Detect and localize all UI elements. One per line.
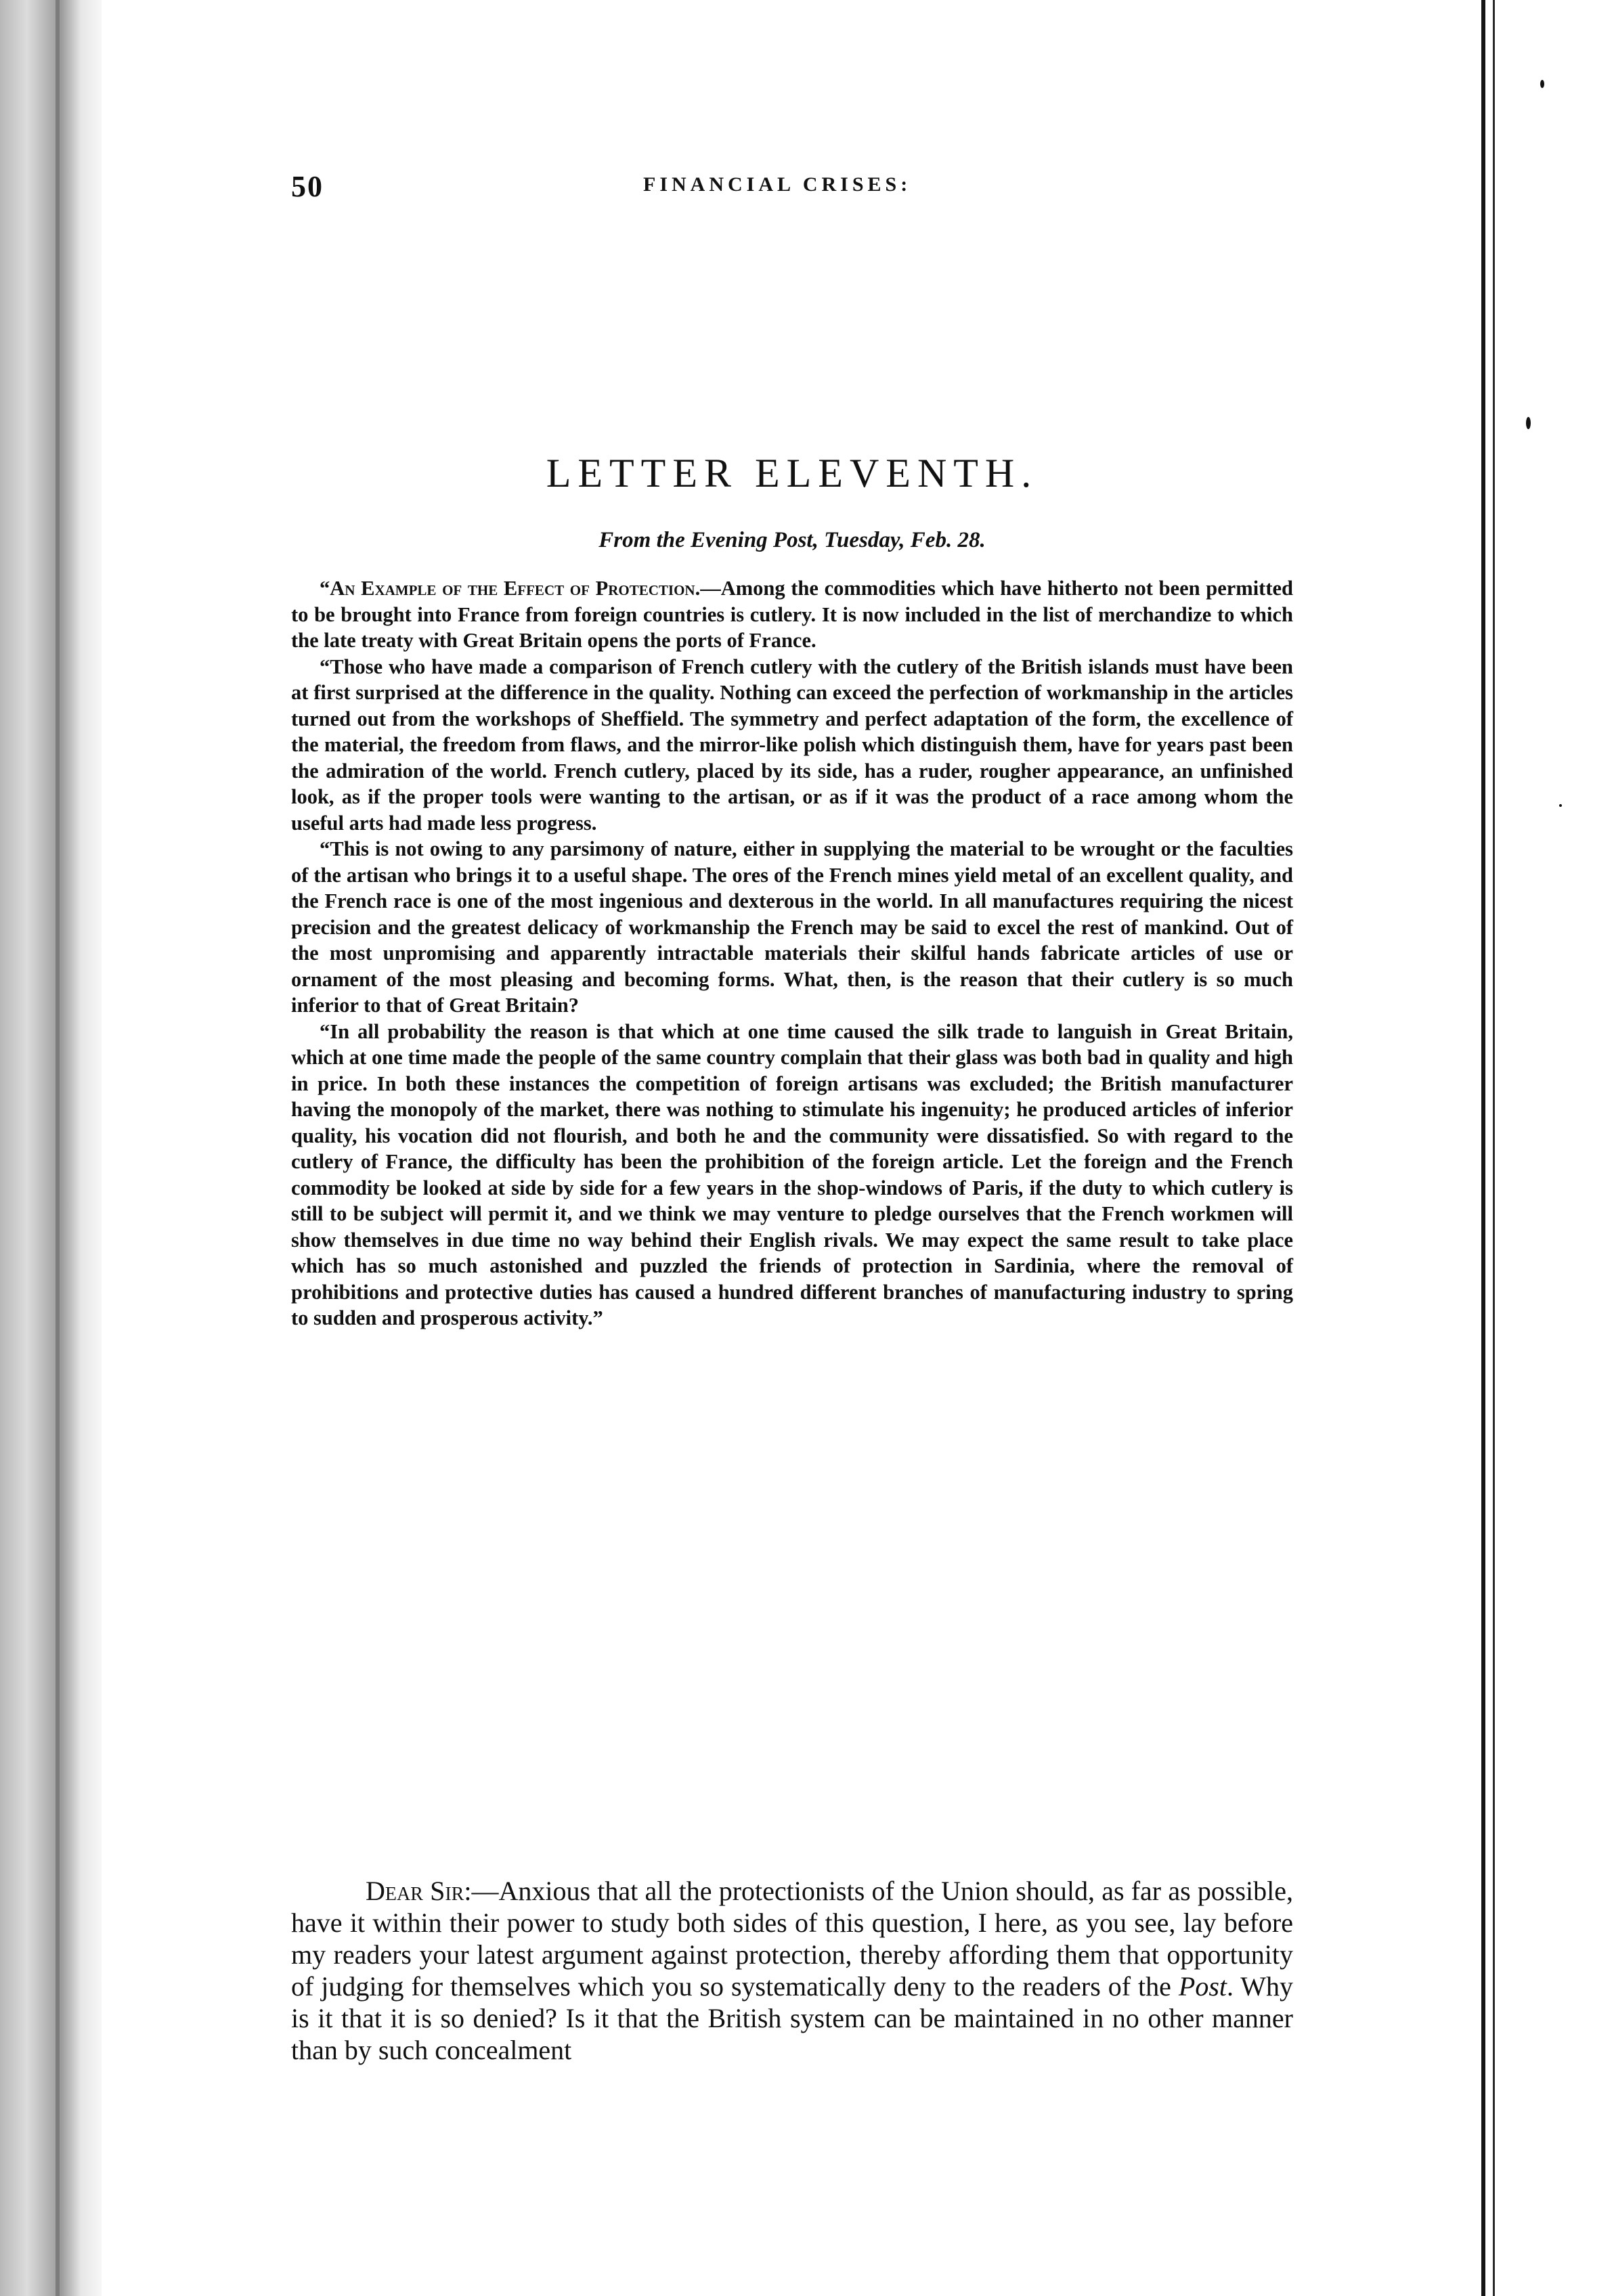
running-title: FINANCIAL CRISES: xyxy=(643,173,912,196)
ink-speck xyxy=(1526,417,1531,429)
letter-title: LETTER ELEVENTH. xyxy=(546,451,1039,495)
quote-paragraph-1 xyxy=(291,575,1293,654)
quote-paragraph-3: “This is not owing to any parsimony of nature, either in supplying the material to be wrought or the faculties of the artisan who brings it to a useful shape. The ores of the French mines yield metal of an excellent quality, and the French race is one of the most ingenious and dexterous in the world. In all manufactures requiring the nicest precision and the greatest delicacy of workmanship the French may be said to excel the rest of mankind. Out of the most unpromising and apparently intractable materials their skilful hands fabricate articles of use or ornament of the most pleasing and becoming forms. What, then, is the reason that their cutlery is so much inferior to that of Great Britain? xyxy=(291,837,1293,1017)
gutter-rule-secondary xyxy=(1493,0,1495,2296)
reply-text xyxy=(291,1875,1293,2066)
page-number: 50 xyxy=(291,170,324,203)
salutation: Dear Sir xyxy=(366,1876,464,1906)
quoted-article xyxy=(291,575,1293,1331)
reply-paragraph xyxy=(291,1875,1293,2066)
book-page xyxy=(291,169,1293,2132)
scan-left-edge xyxy=(0,0,102,2296)
quote-lead: “An Example of the Effect of Protection. xyxy=(320,577,701,600)
reply-text-part-1: :—Anxious that all the protectionists of the Union should, as far as possible, have it within their power to study both sides of this question, I here, as you see, lay before my readers your latest argument against protection, thereby affording them that opportunity of judging for themselves which you so systematically deny to the readers of the xyxy=(291,1876,1293,2002)
quote-paragraph-4: “In all probability the reason is that which at one time caused the silk trade to languish in Great Britain, which at one time made the people of the same country complain that their glass was both bad in quality and high in price. In both these instances the competition of foreign artisans was excluded; the British manufacturer having the monopoly of the market, there was nothing to stimulate his ingenuity; he produced articles of inferior quality, his vocation did not flourish, and both he and the community were dissatisfied. So with regard to the cutlery of France, the difficulty has been the prohibition of the foreign article. Let the foreign and the French commodity be looked at side by side for a few years in the shop-windows of Paris, if the duty to which cutlery is still to be subject will permit it, and we think we may venture to pledge ourselves that the French workmen will show themselves in due time no way behind their English rivals. We may expect the same result to take place which has so much astonished and puzzled the friends of protection in Sardinia, where the removal of prohibitions and protective duties has caused a hundred different branches of manufacturing industry to spring to sudden and prosperous activity.” xyxy=(291,1019,1293,1329)
running-head xyxy=(291,169,1293,210)
gutter-rule xyxy=(1481,0,1485,2296)
quote-p1-rest: —Among the commodities which have hitherto not been permitted to be brought into France from foreign countries is cutlery. It is now included in the list of merchandize to which the late treaty with Great Britain opens the ports of France. xyxy=(291,577,1293,652)
quote-paragraph-2: “Those who have made a comparison of French cutlery with the cutlery of the British islands must have been at first surprised at the difference in the quality. Nothing can exceed the perfection of workmanship in the articles turned out from the workshops of Sheffield. The symmetry and perfect adaptation of the form, the excellence of the material, the freedom from flaws, and the mirror-like polish which distinguish them, have for years past been the admiration of the world. French cutlery, placed by its side, has a ruder, rougher appearance, an unfinished look, as if the proper tools were wanting to the artisan, or as if it was the product of a race among whom the useful arts had made less progress. xyxy=(291,655,1293,835)
post-italic: Post xyxy=(1178,1971,1227,2002)
source-prefix: From the Evening Post, Tuesday, Feb. xyxy=(598,528,953,552)
ink-speck xyxy=(1540,80,1544,88)
source-line xyxy=(291,528,1293,553)
ink-speck xyxy=(1559,804,1562,807)
reply-text-part-2: . Why is it that it is so denied? Is it that the British system can be maintained in no other manner than by such concealment xyxy=(291,1971,1294,2065)
source-date: 28. xyxy=(952,528,986,552)
